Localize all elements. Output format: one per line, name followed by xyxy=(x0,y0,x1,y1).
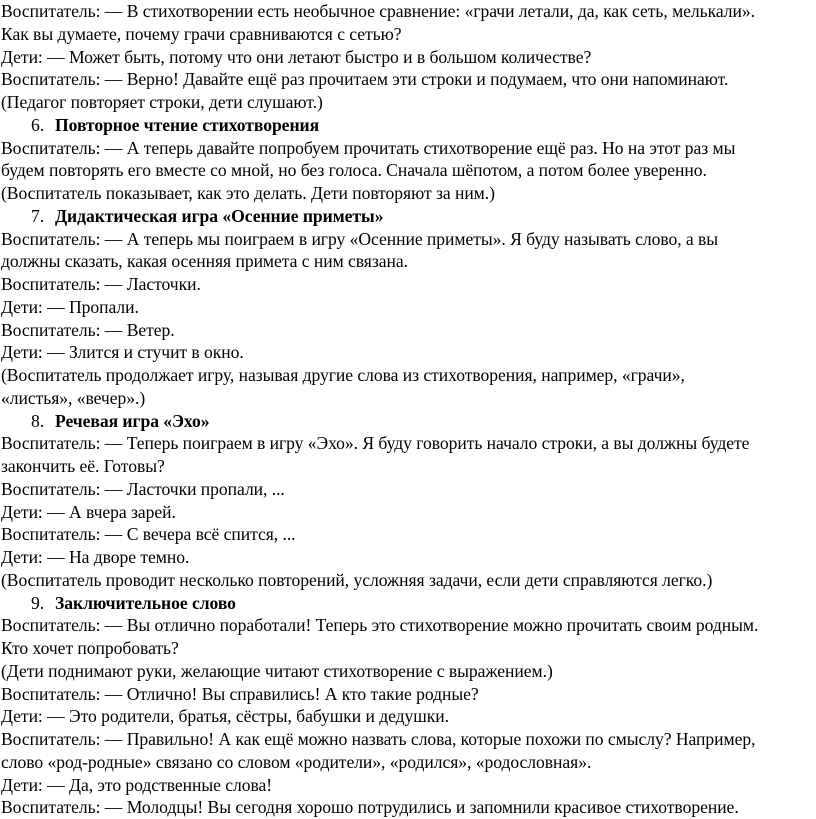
text-line: Дети: — На дворе темно. xyxy=(1,547,190,567)
text-line: Как вы думаете, почему грачи сравниваются с сетью? xyxy=(1,23,402,44)
section-heading xyxy=(1,114,816,137)
text-line: Воспитатель: — С вечера всё спится, ... xyxy=(1,524,296,545)
text-line: слово «род-родные» связано со словом «родители», «родился», «родословная». xyxy=(1,751,592,772)
text-line: Воспитатель: — Молодцы! Вы сегодня хорошо потрудились и запомнили красивое стихотворение. xyxy=(1,797,739,818)
text-line: Воспитатель: — Вы отлично поработали! Теперь это стихотворение можно прочитать своим родным. xyxy=(1,615,759,636)
text-line: Воспитатель: — Правильно! А как ещё можно назвать слова, которые похожи по смыслу? Например, xyxy=(1,729,756,749)
section-title: Дидактическая игра «Осенние приметы» xyxy=(55,205,384,226)
section-number: 7. xyxy=(31,205,45,226)
text-line: Дети: — Это родители, братья, сёстры, бабушки и дедушки. xyxy=(1,706,450,727)
text-line: Воспитатель: — Ветер. xyxy=(1,319,175,340)
section-number: 6. xyxy=(31,114,45,135)
section-title: Речевая игра «Эхо» xyxy=(55,410,210,431)
text-line: (Воспитатель проводит несколько повторений, усложняя задачи, если дети справляются легко.) xyxy=(1,569,713,590)
text-line: Воспитатель: — В стихотворении есть необычное сравнение: «грачи летали, да, как сеть, мелькали». xyxy=(1,1,755,21)
text-line: Воспитатель: — А теперь мы поиграем в игру «Осенние приметы». Я буду называть слово, а вы xyxy=(1,228,719,249)
section-heading xyxy=(1,205,816,228)
text-line: Воспитатель: — Ласточки пропали, ... xyxy=(1,478,285,499)
text-line: Кто хочет попробовать? xyxy=(1,638,179,658)
text-line: Воспитатель: — Теперь поиграем в игру «Эхо». Я буду говорить начало строки, а вы должны будете xyxy=(1,433,750,454)
text-line: Дети: — Злится и стучит в окно. xyxy=(1,342,244,363)
text-line: (Педагог повторяет строки, дети слушают.) xyxy=(1,92,323,112)
text-line: Дети: — А вчера зарей. xyxy=(1,501,176,522)
section-heading xyxy=(1,592,816,615)
text-line: Воспитатель: — Отлично! Вы справились! А кто такие родные? xyxy=(1,683,479,704)
text-line: «листья», «вечер».) xyxy=(1,387,146,408)
text-line: (Воспитатель показывает, как это делать. Дети повторяют за ним.) xyxy=(1,183,495,203)
text-line: Воспитатель: — Ласточки. xyxy=(1,274,201,294)
section-number: 9. xyxy=(31,592,45,613)
text-line: закончить её. Готовы? xyxy=(1,456,165,476)
text-line: Воспитатель: — А теперь давайте попробуем прочитать стихотворение ещё раз. Но на этот раз мы xyxy=(1,137,736,158)
section-number: 8. xyxy=(31,410,45,431)
text-line: Дети: — Да, это родственные слова! xyxy=(1,774,273,795)
text-line: должны сказать, какая осенняя примета с ним связана. xyxy=(1,251,408,272)
text-line: (Дети поднимают руки, желающие читают стихотворение с выражением.) xyxy=(1,660,553,681)
section-heading xyxy=(1,410,816,433)
section-title: Заключительное слово xyxy=(55,592,236,613)
text-line: (Воспитатель продолжает игру, называя другие слова из стихотворения, например, «грачи», xyxy=(1,365,685,385)
text-line: Дети: — Может быть, потому что они летают быстро и в большом количестве? xyxy=(1,46,592,67)
text-line: Воспитатель: — Верно! Давайте ещё раз прочитаем эти строки и подумаем, что они напоминают. xyxy=(1,69,729,90)
text-line: будем повторять его вместе со мной, но без голоса. Сначала шёпотом, а потом более уверенно. xyxy=(1,160,707,181)
section-title: Повторное чтение стихотворения xyxy=(55,114,320,135)
text-line: Дети: — Пропали. xyxy=(1,296,139,317)
